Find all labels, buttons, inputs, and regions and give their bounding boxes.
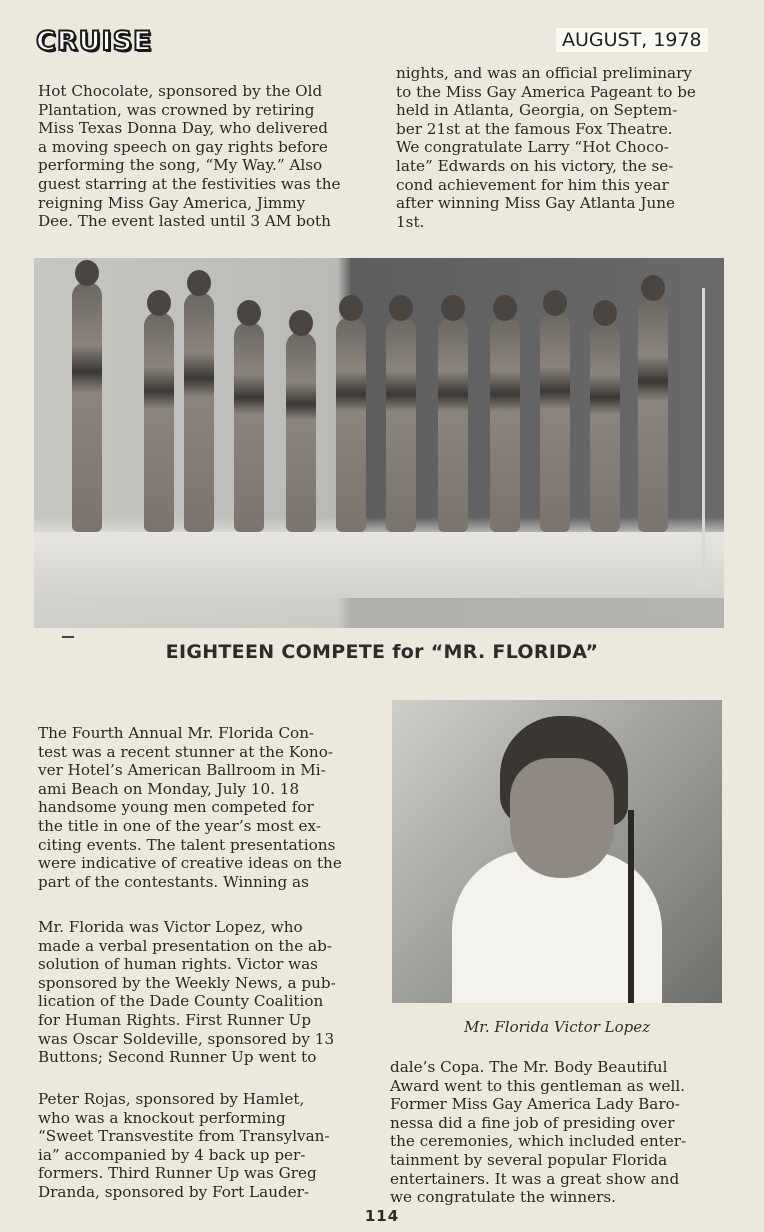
text-line: we congratulate the winners. — [390, 1188, 616, 1207]
contestant-head — [289, 310, 313, 336]
text-line: the ceremonies, which included enter- — [390, 1132, 687, 1151]
text-line: Award went to this gentleman as well. — [390, 1076, 685, 1095]
text-line: to the Miss Gay America Pageant to be — [396, 82, 696, 101]
contestant-figure — [336, 317, 366, 532]
text-line: Dee. The event lasted until 3 AM both — [38, 212, 331, 231]
text-line: were indicative of creative ideas on the — [38, 854, 342, 873]
contestant-head — [493, 295, 517, 321]
text-line: Plantation, was crowned by retiring — [38, 100, 315, 119]
contestant-head — [641, 275, 665, 301]
text-line: lication of the Dade County Coalition — [38, 992, 324, 1011]
text-line: guest starring at the festivities was the — [38, 174, 341, 193]
contestant-head — [237, 300, 261, 326]
text-line: Former Miss Gay America Lady Baro- — [390, 1095, 680, 1114]
contestant-figure — [234, 322, 264, 532]
text-line: ver Hotel’s American Ballroom in Mi- — [38, 761, 326, 780]
article-paragraph-1 — [38, 724, 368, 891]
article-paragraph-2 — [38, 918, 368, 1067]
text-line: nessa did a fine job of presiding over — [390, 1113, 675, 1132]
microphone-stand — [628, 810, 634, 1003]
top-left-column — [38, 82, 368, 231]
contestant-figure — [438, 317, 468, 532]
text-line: 1st. — [396, 212, 425, 231]
contestant-head — [389, 295, 413, 321]
text-line: entertainers. It was a great show and — [390, 1169, 680, 1188]
contestant-figure — [144, 312, 174, 532]
issue-date: AUGUST, 1978 — [556, 28, 708, 52]
text-line: ber 21st at the famous Fox Theatre. — [396, 119, 673, 138]
text-line: performing the song, “My Way.” Also — [38, 156, 323, 175]
text-line: nights, and was an official preliminary — [396, 64, 692, 82]
text-line: ami Beach on Monday, July 10. 18 — [38, 779, 300, 798]
contestant-head — [187, 270, 211, 296]
text-line: dale’s Copa. The Mr. Body Beautiful — [390, 1058, 668, 1076]
divider-dash — [62, 636, 74, 638]
photo-caption: Mr. Florida Victor Lopez — [463, 1018, 651, 1036]
text-line: Hot Chocolate, sponsored by the Old — [38, 82, 323, 100]
contestant-head — [593, 300, 617, 326]
text-line: citing events. The talent presentations — [38, 835, 336, 854]
singer-face — [510, 758, 614, 878]
text-line: handsome young men competed for — [38, 798, 314, 817]
text-line: sponsored by the Weekly News, a pub- — [38, 973, 336, 992]
text-line: Buttons; Second Runner Up went to — [38, 1048, 317, 1067]
text-line: after winning Miss Gay Atlanta June — [396, 194, 676, 213]
text-line: The Fourth Annual Mr. Florida Con- — [38, 724, 315, 742]
text-line: test was a recent stunner at the Kono- — [38, 742, 333, 761]
contestant-figure — [184, 292, 214, 532]
text-line: who was a knockout performing — [38, 1108, 286, 1127]
text-line: Mr. Florida was Victor Lopez, who — [38, 918, 303, 936]
top-right-column — [396, 64, 726, 231]
contestant-figure — [590, 322, 620, 532]
victor-lopez-photo — [392, 700, 722, 1003]
article-headline: EIGHTEEN COMPETE for “MR. FLORIDA” — [165, 641, 599, 663]
text-line: part of the contestants. Winning as — [38, 872, 309, 891]
text-line: late” Edwards on his victory, the se- — [396, 156, 674, 175]
contestant-head — [147, 290, 171, 316]
text-line: formers. Third Runner Up was Greg — [38, 1164, 317, 1183]
contestant-figure — [540, 312, 570, 532]
text-line: We congratulate Larry “Hot Choco- — [396, 138, 669, 157]
contestant-head — [543, 290, 567, 316]
contestant-head — [75, 260, 99, 286]
text-line: tainment by several popular Florida — [390, 1150, 668, 1169]
article-paragraph-4 — [390, 1058, 720, 1207]
mic-stand — [702, 288, 705, 588]
contestant-figure — [386, 317, 416, 532]
text-line: Dranda, sponsored by Fort Lauder- — [38, 1182, 310, 1201]
contestant-figure — [638, 297, 668, 532]
text-line: ia” accompanied by 4 back up per- — [38, 1145, 306, 1164]
article-paragraph-3 — [38, 1090, 368, 1202]
contestants-photo — [34, 258, 724, 628]
text-line: “Sweet Transvestite from Transylvan- — [38, 1127, 330, 1146]
text-line: was Oscar Soldeville, sponsored by 13 — [38, 1029, 335, 1048]
text-line: held in Atlanta, Georgia, on Septem- — [396, 101, 678, 120]
text-line: Miss Texas Donna Day, who delivered — [38, 119, 328, 138]
text-line: solution of human rights. Victor was — [38, 955, 318, 974]
text-line: cond achievement for him this year — [396, 175, 669, 194]
text-line: made a verbal presentation on the ab- — [38, 936, 332, 955]
text-line: a moving speech on gay rights before — [38, 137, 328, 156]
text-line: for Human Rights. First Runner Up — [38, 1010, 312, 1029]
contestant-head — [441, 295, 465, 321]
contestant-figure — [72, 282, 102, 532]
text-line: Peter Rojas, sponsored by Hamlet, — [38, 1090, 305, 1108]
contestant-head — [339, 295, 363, 321]
stage — [34, 532, 724, 598]
page-number: 114 — [364, 1207, 400, 1225]
contestant-figure — [490, 317, 520, 532]
contestant-figure — [286, 332, 316, 532]
text-line: reigning Miss Gay America, Jimmy — [38, 193, 306, 212]
magazine-logo: CRUISE — [36, 26, 153, 57]
text-line: the title in one of the year’s most ex- — [38, 816, 321, 835]
